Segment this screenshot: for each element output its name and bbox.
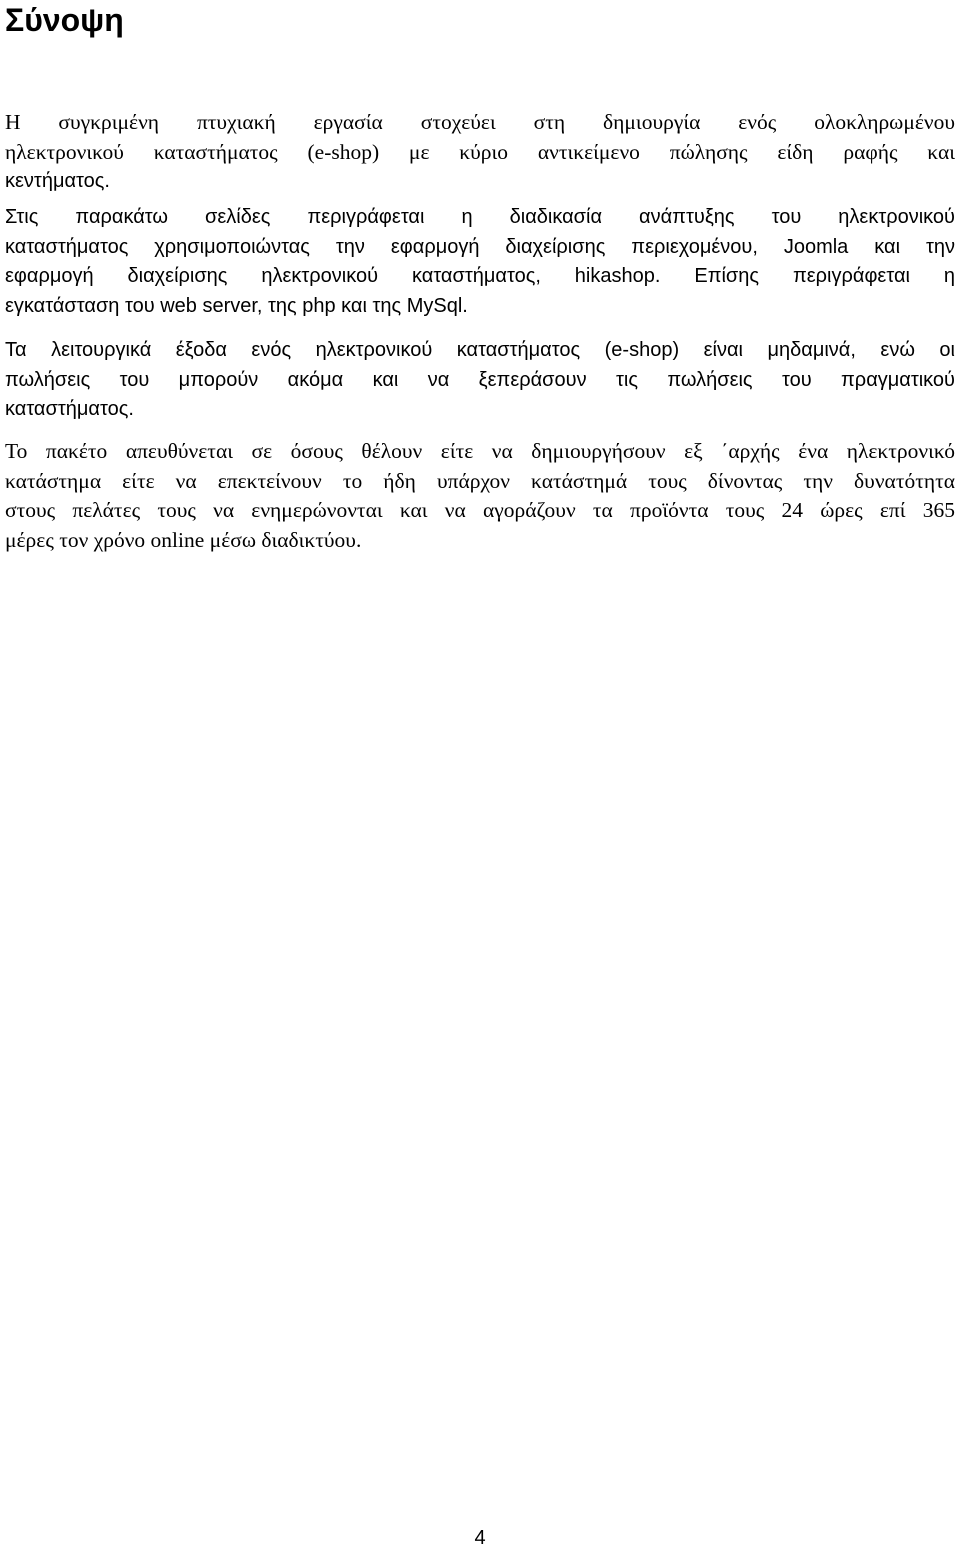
paragraph-line: Η συγκριμένη πτυχιακή εργασία στοχεύει στη δημιουργία ενός ολοκληρωμένου xyxy=(5,110,955,134)
paragraph-line: μέρες τον χρόνο online μέσω διαδικτύου. xyxy=(5,527,362,552)
paragraph-line: Στις παρακάτω σελίδες περιγράφεται η διαδικασία ανάπτυξης του ηλεκτρονικού xyxy=(5,206,955,228)
paragraph-audience xyxy=(5,437,955,555)
paragraph-line: Το πακέτο απευθύνεται σε όσους θέλουν είτε να δημιουργήσουν εξ ΄αρχής ένα ηλεκτρονικό xyxy=(5,439,955,463)
paragraph-purpose xyxy=(5,108,955,197)
paragraph-line: κεντήματος. xyxy=(5,170,110,192)
page-title: Σύνοψη xyxy=(5,2,124,38)
paragraph-line: εφαρμογή διαχείρισης ηλεκτρονικού καταστήματος, hikashop. Επίσης περιγράφεται η xyxy=(5,265,955,287)
paragraph-costs xyxy=(5,336,955,425)
paragraph-line: καταστήματος. xyxy=(5,398,134,420)
paragraph-line: Τα λειτουργικά έξοδα ενός ηλεκτρονικού καταστήματος (e-shop) είναι μηδαμινά, ενώ οι xyxy=(5,339,955,361)
paragraph-line: στους πελάτες τους να ενημερώνονται και να αγοράζουν τα προϊόντα τους 24 ώρες επί 365 xyxy=(5,498,955,522)
paragraph-development xyxy=(5,203,955,321)
paragraph-line: εγκατάσταση του web server, της php και της MySql. xyxy=(5,294,468,317)
paragraph-line: πωλήσεις του μπορούν ακόμα και να ξεπεράσουν τις πωλήσεις του πραγματικού xyxy=(5,368,955,391)
paragraph-line: ηλεκτρονικού καταστήματος (e-shop) με κύριο αντικείμενο πώλησης είδη ραφής και xyxy=(5,139,955,164)
paragraph-line: κατάστημα είτε να επεκτείνουν το ήδη υπάρχον κατάστημά τους δίνοντας την δυνατότητα xyxy=(5,468,955,493)
paragraph-line: καταστήματος χρησιμοποιώντας την εφαρμογή διαχείρισης περιεχομένου, Joomla και την xyxy=(5,235,955,258)
page-number: 4 xyxy=(474,1527,486,1549)
